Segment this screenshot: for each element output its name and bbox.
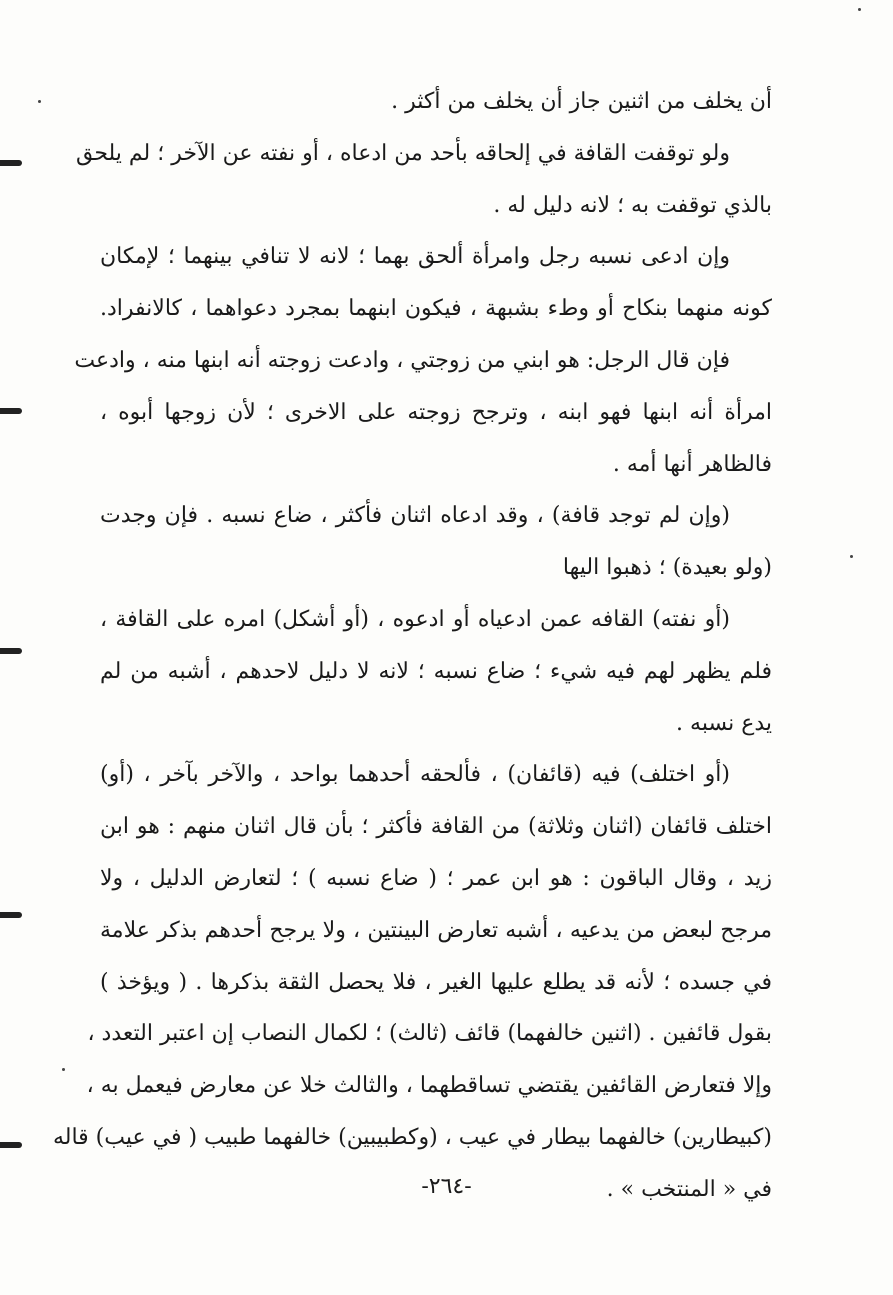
- scan-binding-mark: [0, 408, 22, 414]
- text-line: فلم يظهر لهم فيه شيء ؛ ضاع نسبه ؛ لانه لا دليل لاحدهم ، أشبه من لم: [100, 658, 772, 684]
- text-line: (ولو بعيدة) ؛ ذهبوا اليها: [562, 555, 772, 581]
- text-line: بقول قائفين . (اثنين خالفهما) قائف (ثالث) ؛ لكمال النصاب إن اعتبر التعدد ،: [87, 1021, 772, 1047]
- text-line: اختلف قائفان (اثنان وثلاثة) من القافة فأكثر ؛ بأن قال اثنان منهم : هو ابن: [100, 814, 772, 840]
- scan-binding-mark: [0, 1142, 22, 1148]
- text-line: مرجح لبعض من يدعيه ، أشبه تعارض البينتين ، ولا يرجح أحدهم بذكر علامة: [100, 917, 772, 943]
- text-line: (أو اختلف) فيه (قائفان) ، فألحقه أحدهما بواحد ، والآخر بآخر ، (أو): [100, 762, 730, 788]
- text-line: كونه منهما بنكاح أو وطء بشبهة ، فيكون ابنهما بمجرد دعواهما ، كالانفراد.: [100, 296, 772, 322]
- text-line: أن يخلف من اثنين جاز أن يخلف من أكثر .: [391, 89, 772, 114]
- scan-binding-mark: [0, 160, 22, 166]
- scan-binding-mark: [0, 912, 22, 918]
- scan-speck: [62, 1068, 65, 1071]
- text-line: فالظاهر أنها أمه .: [612, 451, 772, 477]
- text-line: بالذي توقفت به ؛ لانه دليل له .: [493, 192, 772, 218]
- scan-speck: [38, 100, 41, 103]
- page-body-text: [52, 76, 772, 1216]
- scan-speck: [850, 555, 853, 558]
- text-line: (كبيطارين) خالفهما بيطار في عيب ، (وكطبيبين) خالفهما طبيب ( في عيب) قاله: [52, 1124, 772, 1150]
- text-line: زيد ، وقال الباقون : هو ابن عمر ؛ ( ضاع نسبه ) ؛ لتعارض الدليل ، ولا: [100, 865, 772, 891]
- text-line: ولو توقفت القافة في إلحاقه بأحد من ادعاه ، أو نفته عن الآخر ؛ لم يلحق: [75, 140, 730, 166]
- scan-speck: [858, 8, 861, 11]
- text-line: (أو نفته) القافه عمن ادعياه أو ادعوه ، (أو أشكل) امره على القافة ،: [100, 606, 730, 632]
- page-number: -٢٦٤-: [421, 1174, 472, 1199]
- text-line: (وإن لم توجد قافة) ، وقد ادعاه اثنان فأكثر ، ضاع نسبه . فإن وجدت: [100, 503, 730, 529]
- text-line: يدع نسبه .: [676, 710, 772, 736]
- text-line: امرأة أنه ابنها فهو ابنه ، وترجح زوجته على الاخرى ؛ لأن زوجها أبوه ،: [100, 399, 772, 425]
- scan-binding-mark: [0, 648, 22, 654]
- text-line: وإن ادعى نسبه رجل وامرأة ألحق بهما ؛ لانه لا تنافي بينهما ؛ لإمكان: [100, 244, 730, 270]
- text-line: فإن قال الرجل: هو ابني من زوجتي ، وادعت زوجته أنه ابنها منه ، وادعت: [74, 347, 730, 373]
- text-line: في « المنتخب » .: [606, 1176, 772, 1202]
- text-line: وإلا فتعارض القائفين يقتضي تساقطهما ، والثالث خلا عن معارض فيعمل به ،: [86, 1073, 772, 1099]
- text-line: في جسده ؛ لأنه قد يطلع عليها الغير ، فلا يحصل الثقة بذكرها . ( ويؤخذ ): [100, 969, 772, 995]
